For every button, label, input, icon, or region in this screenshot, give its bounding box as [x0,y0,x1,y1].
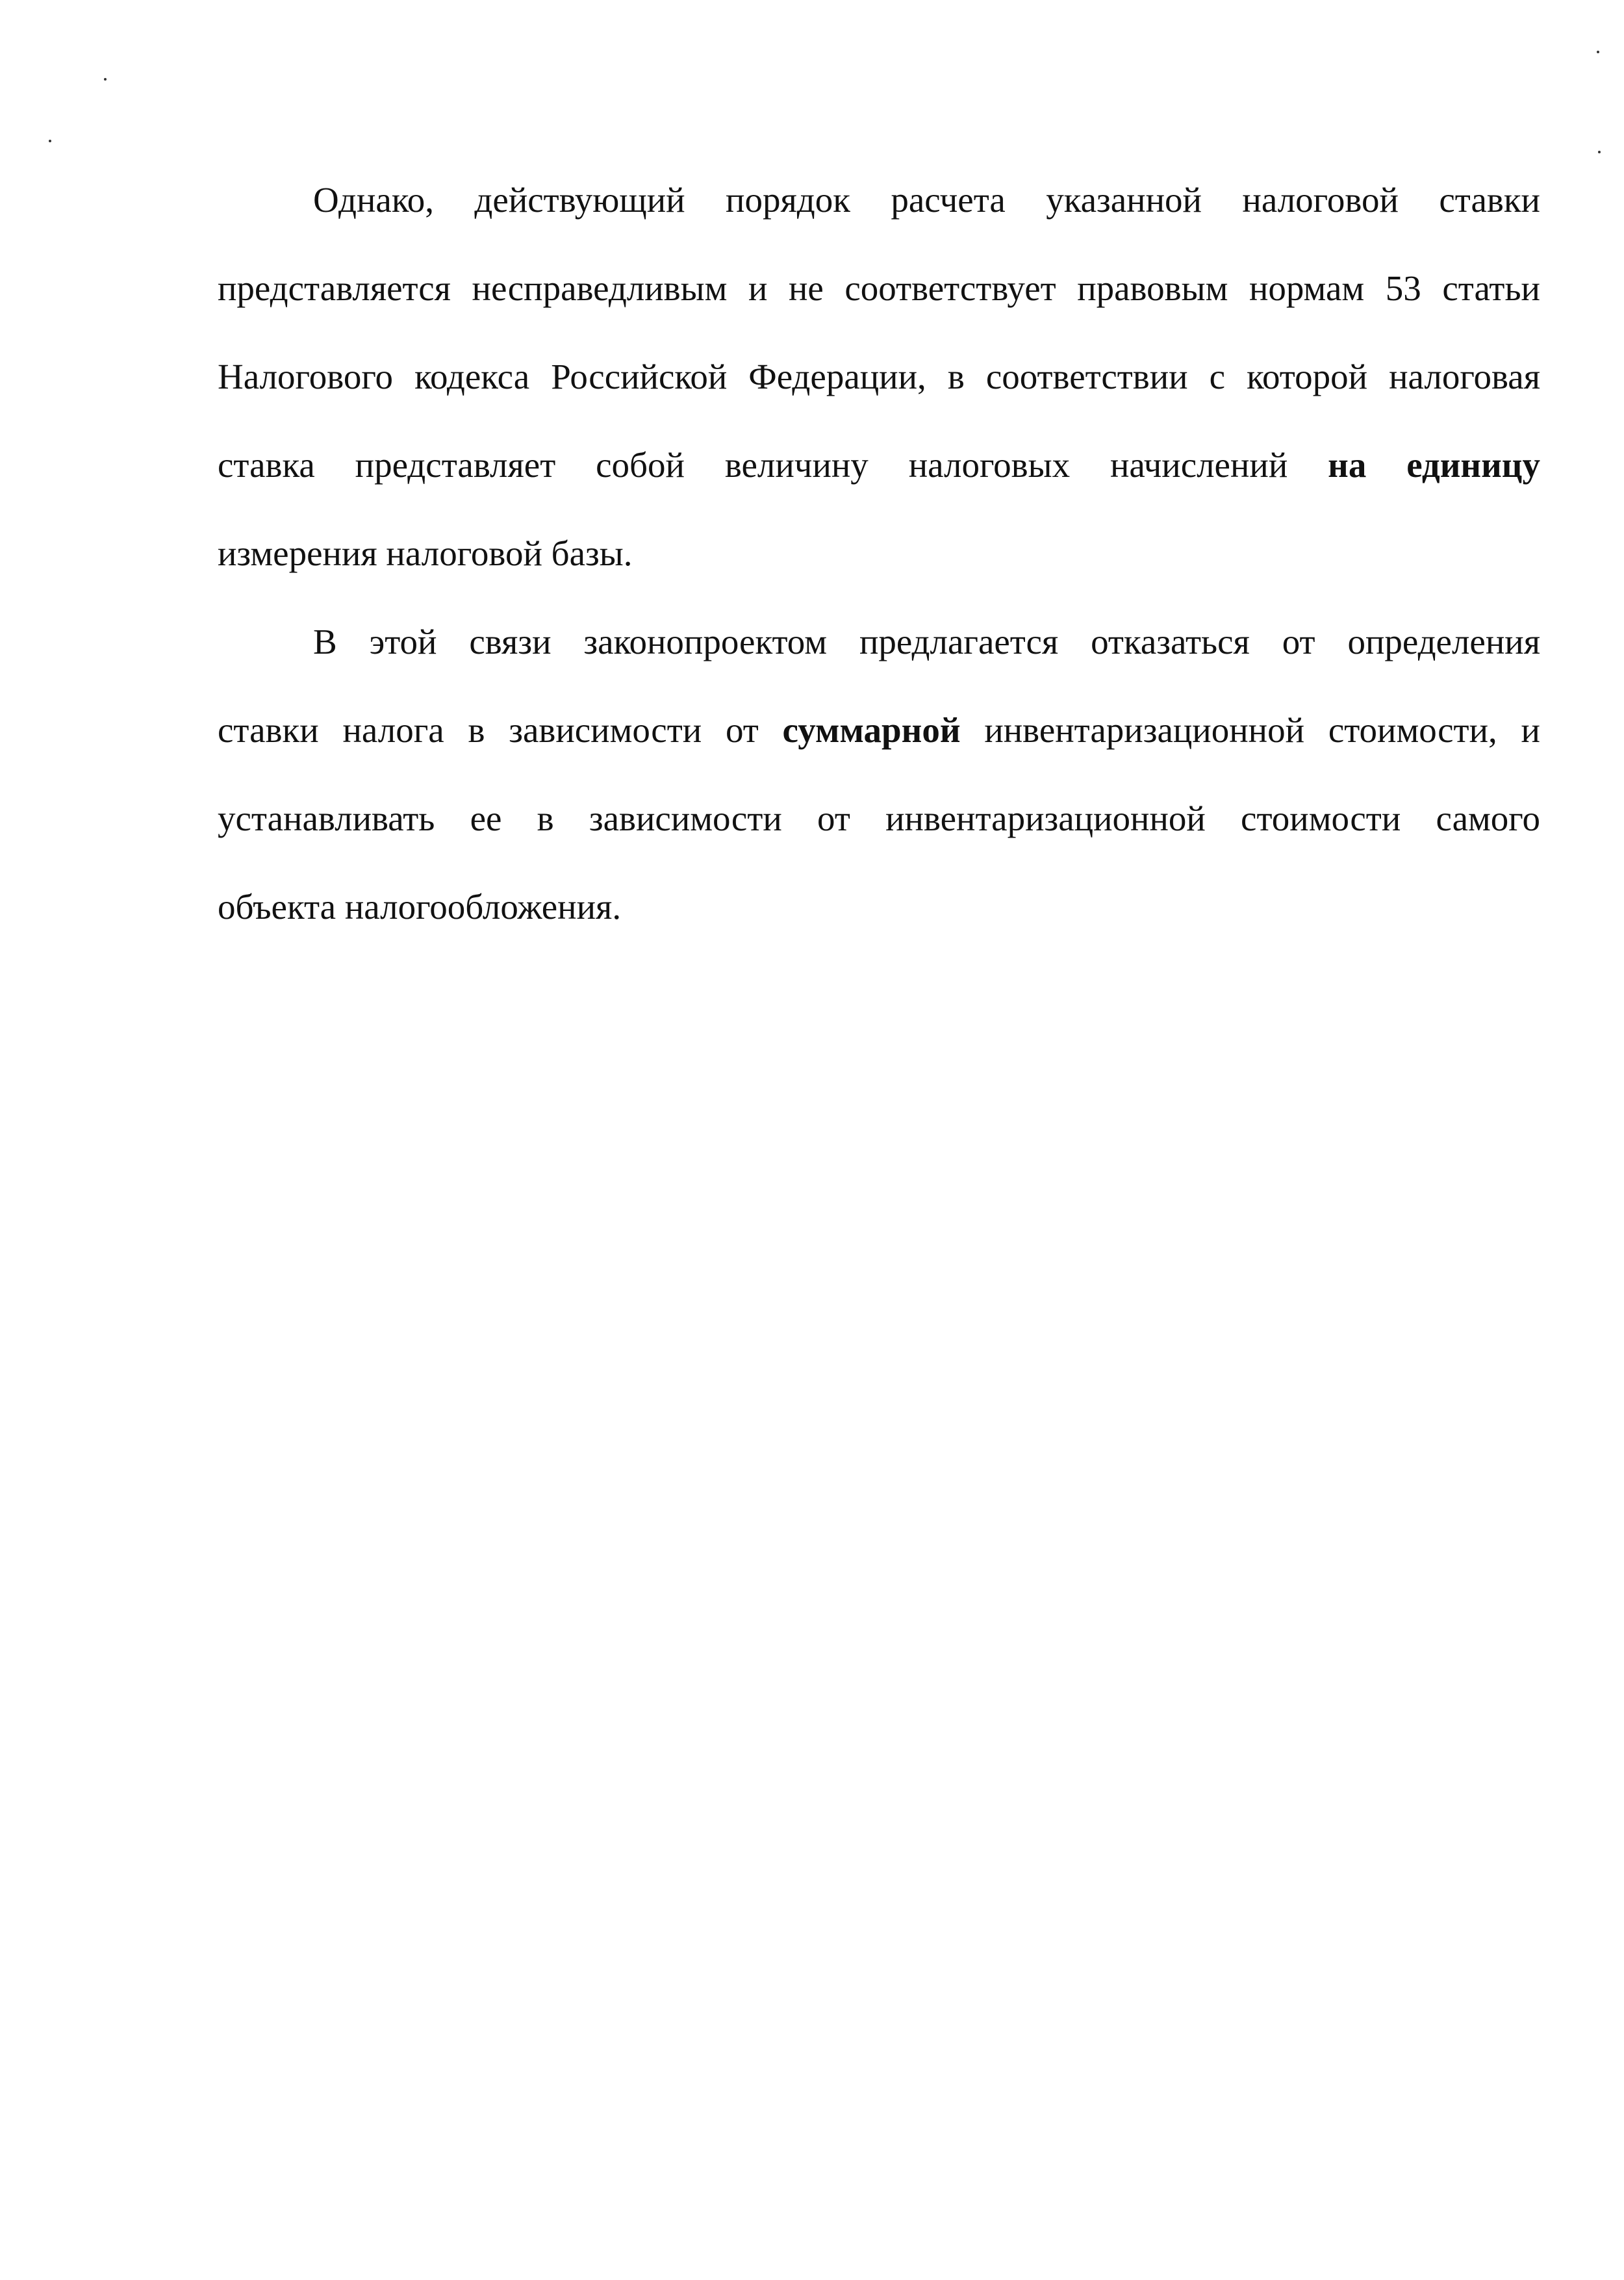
text-line [218,509,1540,598]
text-segment: представляется несправедливым и не соответствует правовым нормам 53 статьи [218,268,1540,308]
text-segment: Однако, действующий порядок расчета указанной налоговой ставки [313,180,1540,220]
scan-speck [1598,151,1601,153]
text-segment: измерения налоговой базы. [218,533,633,573]
text-segment: объекта налогообложения. [218,887,622,927]
text-segment: ставка представляет собой величину налоговых начислений [218,445,1328,485]
text-line [218,863,1540,951]
paragraph-1 [218,156,1540,598]
text-segment: В этой связи законопроектом предлагается отказаться от определения [313,622,1540,661]
text-line [218,156,1540,244]
text-line [218,333,1540,421]
bold-emphasis: на единицу [1328,445,1540,485]
text-segment: устанавливать ее в зависимости от инвентаризационной стоимости самого [218,799,1540,838]
document-body [218,156,1540,951]
scan-speck [49,140,51,142]
text-line [218,244,1540,333]
paragraph-2 [218,598,1540,951]
scan-speck [1597,51,1599,53]
text-line [218,421,1540,509]
text-line [218,775,1540,863]
scan-speck [104,78,107,81]
text-segment: Налогового кодекса Российской Федерации, в соответствии с которой налоговая [218,357,1540,396]
bold-emphasis: суммарной [782,710,961,750]
text-line [218,598,1540,686]
text-segment: инвентаризационной стоимости, и [960,710,1540,750]
text-segment: ставки налога в зависимости от [218,710,783,750]
text-line [218,686,1540,775]
